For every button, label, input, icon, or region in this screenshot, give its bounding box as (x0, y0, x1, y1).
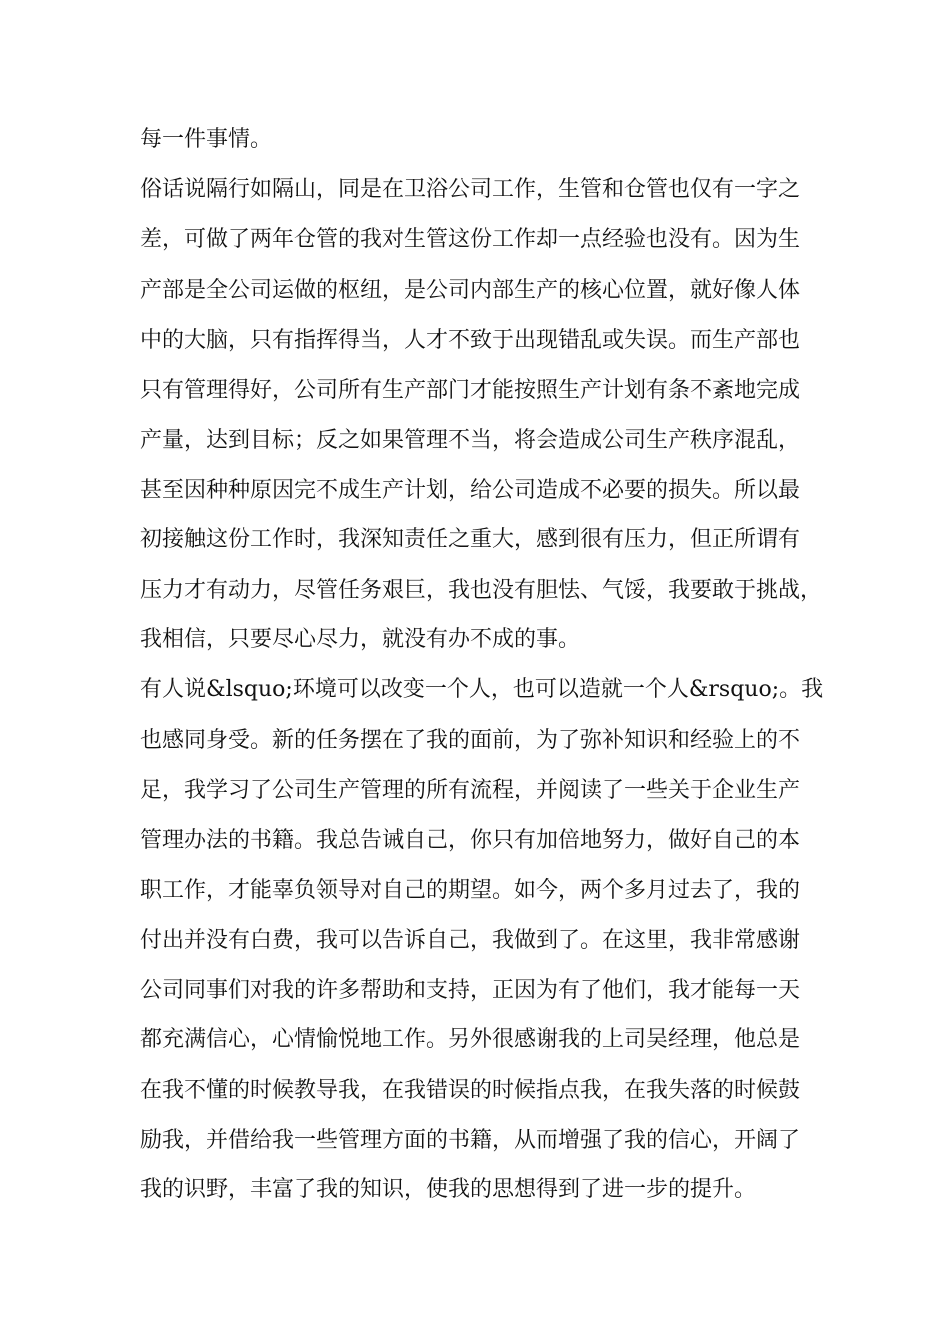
text-line: 俗话说隔行如隔山，同是在卫浴公司工作，生管和仓管也仅有一字之 (140, 177, 801, 202)
text-line: 每一件事情。 (140, 127, 273, 152)
text-line: 都充满信心，心情愉悦地工作。另外很感谢我的上司吴经理，他总是 (140, 1027, 801, 1052)
text-line: 产量，达到目标；反之如果管理不当，将会造成公司生产秩序混乱， (140, 428, 801, 453)
text-line: 在我不懂的时候教导我，在我错误的时候指点我，在我失落的时候鼓 (140, 1078, 801, 1103)
text-line: 中的大脑，只有指挥得当，人才不致于出现错乱或失误。而生产部也 (140, 328, 801, 353)
text-line: 管理办法的书籍。我总告诫自己，你只有加倍地努力，做好自己的本 (140, 828, 801, 853)
text-line: 公司同事们对我的许多帮助和支持，正因为有了他们，我才能每一天 (140, 978, 801, 1003)
text-line: 有人说&lsquo;环境可以改变一个人，也可以造就一个人&rsquo;。我 (140, 677, 824, 702)
text-line: 足，我学习了公司生产管理的所有流程，并阅读了一些关于企业生产 (140, 778, 801, 803)
text-line: 也感同身受。新的任务摆在了我的面前，为了弥补知识和经验上的不 (140, 728, 801, 753)
text-line: 付出并没有白费，我可以告诉自己，我做到了。在这里，我非常感谢 (140, 928, 801, 953)
text-line: 产部是全公司运做的枢纽，是公司内部生产的核心位置，就好像人体 (140, 278, 801, 303)
text-line: 初接触这份工作时，我深知责任之重大，感到很有压力，但正所谓有 (140, 527, 801, 552)
text-line: 只有管理得好，公司所有生产部门才能按照生产计划有条不紊地完成 (140, 378, 801, 403)
text-line: 职工作，才能辜负领导对自己的期望。如今，两个多月过去了，我的 (140, 878, 801, 903)
text-line: 甚至因种种原因完不成生产计划，给公司造成不必要的损失。所以最 (140, 478, 801, 503)
text-line: 励我，并借给我一些管理方面的书籍，从而增强了我的信心，开阔了 (140, 1128, 801, 1153)
text-line: 我的识野，丰富了我的知识，使我的思想得到了进一步的提升。 (140, 1177, 757, 1202)
text-line: 差，可做了两年仓管的我对生管这份工作却一点经验也没有。因为生 (140, 227, 801, 252)
text-line: 压力才有动力，尽管任务艰巨，我也没有胆怯、气馁，我要敢于挑战， (140, 578, 823, 603)
text-line: 我相信，只要尽心尽力，就没有办不成的事。 (140, 627, 581, 652)
